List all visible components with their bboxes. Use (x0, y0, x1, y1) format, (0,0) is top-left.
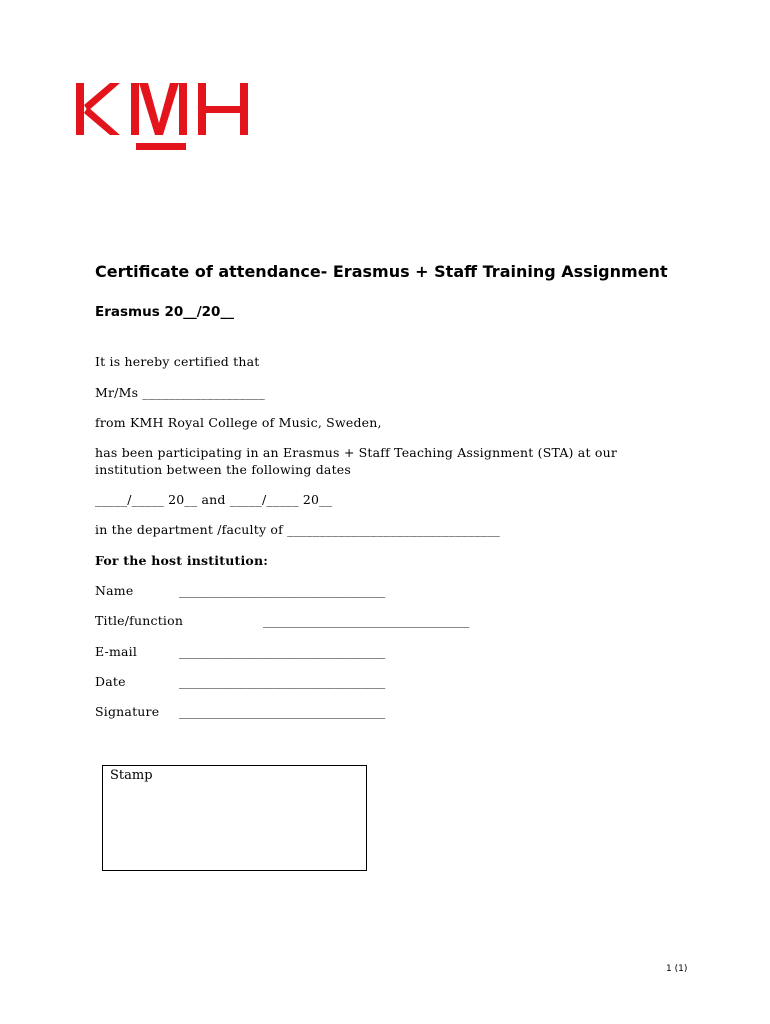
origin-line: from KMH Royal College of Music, Sweden, (95, 415, 382, 430)
kmh-logo (76, 83, 250, 151)
department-line: in the department /faculty of _________________________________ (95, 522, 500, 537)
field-blank-name: _________________________________ (179, 583, 386, 598)
page-number: 1 (1) (666, 964, 688, 974)
participation-line: has been participating in an Erasmus + Staff Teaching Assignment (STA) at our (95, 445, 617, 460)
field-label-signature: Signature (95, 704, 160, 719)
field-label-email: E-mail (95, 644, 138, 659)
field-label-date: Date (95, 674, 126, 689)
field-blank-date: _________________________________ (179, 674, 386, 689)
dates-line: _____/_____ 20__ and _____/_____ 20__ (95, 492, 333, 507)
field-blank-signature: _________________________________ (179, 704, 386, 719)
participation-line-2: institution between the following dates (95, 462, 351, 477)
field-label-title: Title/function (95, 613, 184, 628)
field-blank-title: _________________________________ (263, 613, 470, 628)
stamp-box (102, 765, 367, 871)
stamp-label: Stamp (110, 768, 153, 783)
host-heading: For the host institution: (95, 553, 269, 568)
certify-line: It is hereby certified that (95, 354, 260, 369)
academic-year: Erasmus 20__/20__ (95, 304, 234, 320)
field-blank-email: _________________________________ (179, 644, 386, 659)
name-line: Mr/Ms ___________________ (95, 385, 265, 400)
document-title: Certificate of attendance- Erasmus + Staff Training Assignment (95, 262, 668, 281)
field-label-name: Name (95, 583, 134, 598)
